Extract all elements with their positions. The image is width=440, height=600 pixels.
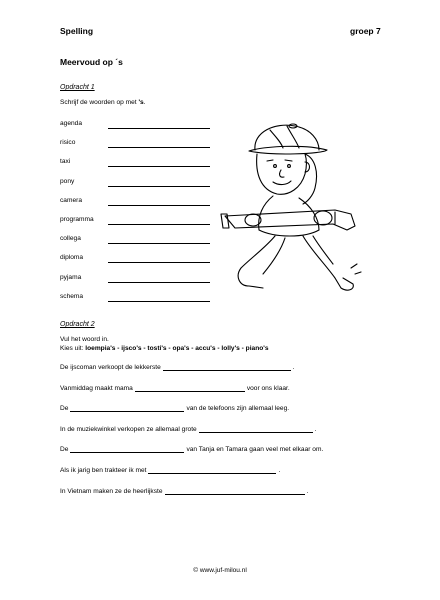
word-label: camera [60, 196, 82, 204]
sentence-before: Vanmiddag maakt mama [60, 384, 133, 392]
boy-with-rifle-drawing [215, 118, 365, 303]
word-label: pyjama [60, 273, 82, 281]
word-label: agenda [60, 120, 83, 127]
choices-prefix: Kies uit: [60, 345, 86, 352]
fill-in-blank[interactable] [70, 405, 184, 412]
opdracht2-label: Opdracht 2 [60, 321, 95, 328]
sentence-before: Als ik jarig ben trakteer ik met [60, 467, 147, 474]
answer-line[interactable] [108, 128, 210, 129]
group-label: groep 7 [350, 26, 381, 36]
word-label: programma [60, 216, 94, 223]
sentence-row [60, 385, 290, 392]
answer-line[interactable] [108, 166, 210, 167]
sentence-after: van Tanja en Tamara gaan veel met elkaar om. [186, 446, 324, 454]
sentence-after: . [278, 467, 281, 474]
sentence-row [60, 426, 317, 433]
sentence-before: De ijscoman verkoopt de lekkerste [60, 364, 161, 371]
word-label: schema [60, 292, 84, 300]
opdracht2-instruction: Vul het woord in. [60, 336, 109, 343]
fill-in-blank[interactable] [165, 488, 305, 495]
opdracht1-label: Opdracht 1 [60, 84, 95, 91]
sentence-after: . [292, 364, 295, 371]
sentence-after: voor ons klaar. [246, 384, 290, 392]
choices-options: loempia's - ijsco's - tosti's - opa's - accu's - lolly's - piano's [85, 345, 269, 352]
sentence-before: De [60, 405, 69, 413]
instruction-prefix: Schrijf de woorden op met [60, 99, 139, 106]
answer-line[interactable] [108, 282, 210, 283]
answer-line[interactable] [108, 147, 210, 148]
instruction-suffix: . [143, 99, 146, 106]
fill-in-blank[interactable] [135, 385, 245, 392]
answer-line[interactable] [108, 186, 210, 187]
instruction-bold: 's [138, 99, 144, 106]
sentence-before: De [60, 446, 69, 454]
subtitle: Meervoud op ´s [60, 57, 123, 67]
sentence-after: van de telefoons zijn allemaal leeg. [186, 405, 290, 413]
sentence-after: . [306, 487, 309, 495]
sentence-before: In de muziekwinkel verkopen ze allemaal grote [60, 425, 197, 433]
footer-credit: © www.juf-milou.nl [193, 567, 247, 574]
answer-line[interactable] [108, 262, 210, 263]
sentence-row [60, 488, 308, 495]
answer-line[interactable] [108, 301, 210, 302]
word-label: collega [60, 235, 81, 243]
word-label: risico [60, 139, 76, 147]
word-label: pony [60, 177, 75, 185]
sentence-row [60, 446, 323, 453]
fill-in-blank[interactable] [148, 467, 276, 474]
fill-in-blank[interactable] [163, 364, 291, 371]
sentence-row [60, 467, 280, 474]
fill-in-blank[interactable] [70, 446, 184, 453]
sentence-row [60, 364, 295, 371]
fill-in-blank[interactable] [199, 426, 313, 433]
opdracht2-choices [60, 345, 269, 354]
opdracht1-instruction [60, 99, 146, 108]
answer-line[interactable] [108, 224, 210, 225]
word-label: diploma [60, 254, 84, 262]
sentence-before: In Vietnam maken ze de heerlijkste [60, 487, 163, 495]
sentence-after: . [314, 425, 317, 433]
answer-line[interactable] [108, 243, 210, 244]
page-title: Spelling [60, 26, 94, 36]
answer-line[interactable] [108, 205, 210, 206]
word-label: taxi [60, 158, 71, 166]
sentence-row [60, 405, 289, 412]
